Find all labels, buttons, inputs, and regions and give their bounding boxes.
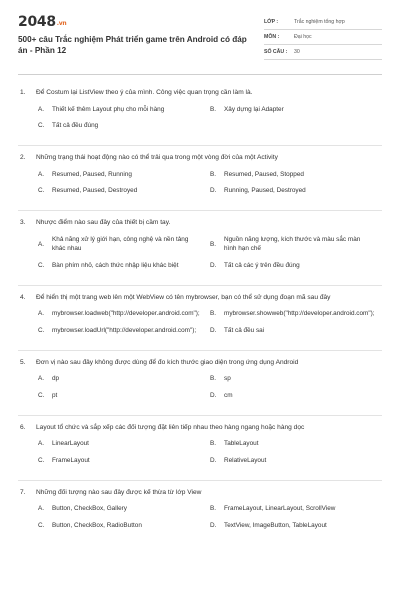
answer-options [18, 105, 382, 138]
option-text: Tất cả các ý trên đều đúng [224, 261, 300, 269]
option-text: Thiết kế thêm Layout phụ cho mỗi hàng [52, 105, 165, 113]
answer-option[interactable] [38, 374, 210, 384]
answer-option[interactable] [38, 456, 210, 466]
answer-option[interactable] [210, 105, 382, 115]
answer-option[interactable] [210, 374, 382, 384]
option-letter: A. [38, 440, 45, 448]
option-letter: A. [38, 170, 45, 178]
answer-option[interactable] [38, 439, 210, 449]
option-letter: A. [38, 240, 45, 248]
question-item [18, 211, 382, 286]
answer-option[interactable] [38, 170, 210, 180]
meta-row-class [264, 15, 382, 30]
question-item [18, 416, 382, 481]
answer-option[interactable] [38, 186, 210, 196]
option-text: sp [224, 375, 231, 383]
question-text: Những đối tượng nào sau đây được kế thừa từ lớp View [36, 488, 202, 496]
answer-option[interactable] [38, 309, 210, 319]
option-text: Button, CheckBox, Gallery [52, 505, 127, 513]
option-letter: D. [210, 187, 217, 195]
question-item [18, 81, 382, 146]
answer-option[interactable] [210, 439, 382, 449]
option-letter: B. [210, 440, 217, 448]
answer-option[interactable] [38, 391, 210, 401]
option-text: Bàn phím nhỏ, cách thức nhập liệu khác biệt [52, 261, 179, 269]
option-letter: C. [38, 521, 45, 529]
question-stem [18, 488, 382, 498]
answer-option[interactable] [38, 521, 210, 531]
answer-option[interactable] [210, 521, 382, 531]
logo-suffix: .vn [56, 20, 67, 27]
answer-option[interactable] [38, 121, 210, 131]
answer-options [18, 170, 382, 203]
question-item [18, 286, 382, 351]
option-letter: C. [38, 326, 45, 334]
meta-value: 30 [294, 49, 300, 55]
question-number: 7. [20, 488, 26, 496]
question-text: Những trạng thái hoạt động nào có thể trải qua trong một vòng đời của một Activity [36, 153, 278, 161]
option-text: FrameLayout [52, 456, 90, 464]
question-number: 2. [20, 153, 26, 161]
option-letter: C. [38, 261, 45, 269]
option-text: Khả năng xử lý giới hạn, công nghệ và nền tảng khác nhau [52, 235, 189, 253]
answer-option[interactable] [210, 326, 382, 336]
option-text: dp [52, 375, 60, 383]
answer-options [18, 504, 382, 537]
question-stem [18, 293, 382, 303]
meta-value: Đại học [294, 34, 312, 40]
option-letter: A. [38, 310, 45, 318]
option-text: pt [52, 391, 58, 399]
option-letter: C. [38, 187, 45, 195]
answer-options [18, 235, 382, 278]
answer-option[interactable] [38, 326, 210, 336]
option-text: mybrowser.loadUrl("http://developer.android.com"); [52, 326, 197, 334]
option-letter: D. [210, 391, 217, 399]
answer-option[interactable] [210, 186, 382, 196]
option-text: mybrowser.loadweb("http://developer.android.com"); [52, 310, 200, 318]
question-stem [18, 88, 382, 98]
document-title: 500+ câu Trắc nghiệm Phát triển game trên Android có đáp án - Phần 12 [18, 35, 247, 55]
option-text: Tất cả đều sai [224, 326, 265, 334]
answer-option[interactable] [210, 235, 382, 254]
option-text: Xây dựng lại Adapter [224, 105, 284, 113]
question-stem [18, 153, 382, 163]
answer-option[interactable] [210, 456, 382, 466]
answer-options [18, 309, 382, 342]
question-number: 6. [20, 423, 26, 431]
option-letter: B. [210, 170, 217, 178]
question-text: Để Costum lại ListView theo ý của mình. Công việc quan trọng cần làm là. [36, 89, 253, 96]
option-letter: C. [38, 456, 45, 464]
question-text: Để hiển thị một trang web lên một WebView có tên mybrowser, bạn có thể sử dụng đoạn mã sau đây [36, 293, 331, 301]
question-number: 3. [20, 218, 26, 226]
answer-option[interactable] [38, 261, 210, 271]
meta-label: SỐ CÂU : [264, 49, 288, 55]
option-letter: B. [210, 505, 217, 513]
answer-option[interactable] [210, 504, 382, 514]
option-letter: C. [38, 391, 45, 399]
option-text: FrameLayout, LinearLayout, ScrollView [224, 505, 336, 513]
answer-options [18, 439, 382, 472]
option-text: RelativeLayout [224, 456, 267, 464]
question-number: 5. [20, 358, 26, 366]
answer-option[interactable] [210, 170, 382, 180]
answer-option[interactable] [210, 309, 382, 319]
option-text: Resumed, Paused, Running [52, 170, 132, 178]
option-text: cm [224, 391, 233, 399]
option-text: LinearLayout [52, 440, 89, 448]
option-text: Running, Paused, Destroyed [224, 187, 306, 195]
header-left [18, 14, 248, 66]
option-letter: B. [210, 310, 217, 318]
option-text: mybrowser.showweb("http://developer.android.com"); [224, 310, 375, 318]
meta-label: MÔN : [264, 34, 280, 40]
question-number: 1. [20, 89, 26, 96]
question-number: 4. [20, 293, 26, 301]
question-stem [18, 358, 382, 368]
answer-option[interactable] [38, 504, 210, 514]
header [18, 0, 382, 66]
option-text: Tất cả đều đúng [52, 122, 99, 130]
question-text: Đơn vị nào sau đây không được dùng để đo kích thước giao diện trong ứng dụng Android [36, 358, 299, 366]
answer-option[interactable] [210, 261, 382, 271]
meta-value: Trắc nghiệm tổng hợp [294, 19, 345, 25]
answer-option[interactable] [38, 235, 210, 254]
question-text: Layout tổ chức và sắp xếp các đối tượng đặt liên tiếp nhau theo hàng ngang hoặc hàng dọc [36, 423, 305, 431]
answer-options [18, 374, 382, 407]
question-stem [18, 423, 382, 433]
option-letter: D. [210, 521, 217, 529]
option-text: TableLayout [224, 440, 259, 448]
logo-main: 2048 [18, 14, 56, 30]
question-text: Nhược điểm nào sau đây của thiết bị cầm tay. [36, 218, 171, 226]
option-letter: B. [210, 240, 217, 248]
question-item [18, 146, 382, 211]
question-list [18, 75, 382, 544]
meta-row-subject [264, 30, 382, 45]
question-item [18, 351, 382, 416]
option-letter: D. [210, 326, 217, 334]
meta-label: LỚP : [264, 19, 279, 25]
option-text: Button, CheckBox, RadioButton [52, 521, 142, 529]
option-text: Resumed, Paused, Destroyed [52, 187, 138, 195]
option-text: TextView, ImageButton, TableLayout [224, 521, 327, 529]
option-letter: D. [210, 261, 217, 269]
option-letter: A. [38, 105, 45, 113]
answer-option[interactable] [38, 105, 210, 115]
option-letter: B. [210, 375, 217, 383]
option-letter: A. [38, 375, 45, 383]
question-stem [18, 218, 382, 228]
option-letter: D. [210, 456, 217, 464]
answer-option[interactable] [210, 391, 382, 401]
option-letter: B. [210, 105, 217, 113]
option-text: Nguồn năng lượng, kích thước và màu sắc màn hình hạn chế [224, 235, 361, 253]
option-letter: C. [38, 122, 45, 130]
meta-table [264, 15, 382, 66]
question-item [18, 481, 382, 545]
option-letter: A. [38, 505, 45, 513]
meta-row-count [264, 45, 382, 60]
site-logo[interactable] [18, 14, 248, 32]
option-text: Resumed, Paused, Stopped [224, 170, 304, 178]
